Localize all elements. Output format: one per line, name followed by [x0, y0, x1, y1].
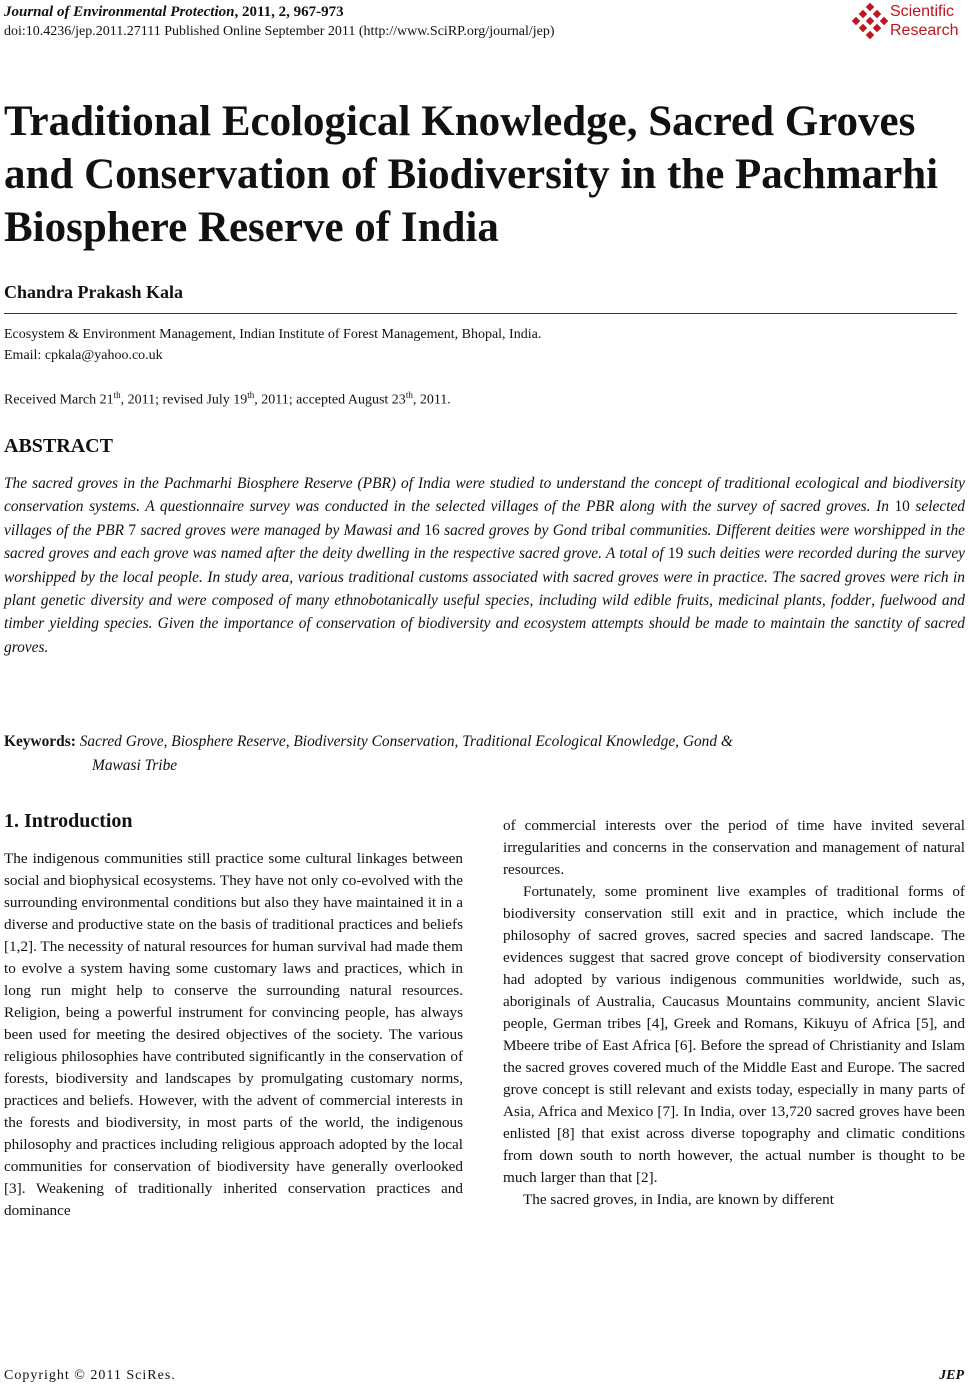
logo-line-1: Scientific — [890, 3, 955, 20]
keywords-label: Keywords — [4, 733, 71, 750]
keywords-line-2: Mawasi Tribe — [92, 756, 178, 774]
logo-line-2: Research — [890, 22, 959, 39]
abstract-segment: including wild edible fruits, medicinal plants — [538, 592, 822, 610]
ordinal-sup: th — [247, 390, 255, 400]
keyword: Biosphere Reserve — [171, 733, 286, 750]
paper-title: Traditional Ecological Knowledge, Sacred Groves and Conservation of Biodiversity in the Pachmarhi Biosphere Reserve of India — [4, 98, 939, 251]
footer-copyright: Copyright © 2011 SciRes. — [4, 1368, 176, 1383]
keyword-separator: , — [675, 733, 683, 750]
journal-name: Journal of Environmental Protection — [4, 4, 235, 20]
logo-text — [890, 2, 958, 40]
keyword-separator: , — [163, 733, 172, 750]
revised-part: , 2011; revised July 19 — [120, 392, 248, 408]
abstract-segment: PBR — [362, 475, 391, 492]
paragraph: The indigenous communities still practice some cultural linkages between social and biophysical ecosystems. They have not only co-evolved with the surrounding environmental conditions but also they have maintained it in a diverse and productive state on the basis of traditional practices and beliefs [1,2]. The necessity of natural resources for human survival had made them to evolve a system having some customary laws and practices, which in long run might help to conserve the surrounding natural resources. Religion, being a powerful instrument for convincing people, has always been used for meeting the desired objectives of the society. The various religious philosophies have contributed significantly in the conservation of forests, biodiversity and landscapes by promulgating customary norms, practices and beliefs. However, with the advent of commercial interests in the forests and biodiversity, in most parts of the world, the indigenous philosophy and practices including religious approach adopted by the local communities for conservation of biodiversity have generally overlooked [3]. Weakening of traditionally inherited conservation practices and dominance — [4, 850, 463, 1219]
author-name: Chandra Prakash Kala — [4, 282, 184, 302]
journal-volume: , 2011, 2, 967-973 — [234, 4, 344, 20]
abstract-number: 19 — [667, 545, 684, 563]
abstract-text — [4, 472, 965, 659]
abstract-comma: , — [821, 592, 831, 610]
abstract-comma: , — [529, 592, 539, 610]
publisher-logo — [852, 2, 968, 44]
keyword: Sacred Grove — [79, 733, 164, 750]
abstract-number: 7 — [128, 521, 137, 539]
body-column-left — [4, 848, 463, 1222]
abstract-comma: , — [871, 592, 881, 610]
abstract-number: 10 — [894, 498, 910, 516]
received-dates — [4, 385, 451, 411]
section-heading-introduction: 1. Introduction — [4, 810, 133, 832]
keyword: Biodiversity Conservation — [293, 733, 455, 750]
abstract-heading: ABSTRACT — [4, 435, 113, 457]
affiliation-block — [4, 324, 541, 366]
author-divider — [4, 313, 957, 314]
received-part: Received March 21 — [4, 392, 114, 408]
abstract-segment: sacred groves by Gond tribal communities. Different deities were worshipped in the sacred groves and each grove was named after the deity dwelling in the respective sacred grove. A total of — [4, 521, 965, 563]
abstract-number: 16 — [424, 521, 440, 539]
affiliation: Ecosystem & Environment Management, Indian Institute of Forest Management, Bhopal, India. — [4, 327, 542, 342]
accepted-part: , 2011; accepted August 23 — [254, 392, 406, 408]
footer-journal-abbr: JEP — [939, 1368, 964, 1383]
scirp-logo-icon — [852, 3, 888, 43]
keywords-colon: : — [70, 733, 80, 750]
year-part: , 2011. — [412, 392, 451, 408]
keyword: Gond & — [682, 733, 733, 750]
email: Email: cpkala@yahoo.co.uk — [4, 348, 163, 363]
keyword-separator: , — [454, 733, 463, 750]
paragraph: Fortunately, some prominent live examples of traditional forms of biodiversity conservation still exit and in practice, which include the philosophy of sacred groves, sacred species and sacred landscape. The evidences suggest that sacred grove concept of biodiversity conservation had adopted by various indigenous communities worldwide, such as, aboriginals of Australia, Caucasus Mountains community, ancient Slavic people, German tribes [4], Greek and Romans, Kikuyu of Africa [5], and Mbeere tribe of East Africa [6]. Before the spread of Christianity and Islam the sacred groves covered much of the Middle East and Europe. The sacred grove concept is still relevant and exists today, especially in many parts of Asia, Africa and Mexico [7]. In India, over 13,720 sacred groves have been enlisted [8] that exist across diverse topography and climatic conditions from down south to north however, the actual number is thought to be much larger than that [2]. — [503, 883, 965, 1186]
paragraph: of commercial interests over the period of time have invited several irregularities and concerns in the conservation and management of natural resources. — [503, 817, 965, 878]
keyword-separator: , — [285, 733, 294, 750]
abstract-segment: ) of India were studied to understand the concept of traditional ecological and biodiversity conservation systems. A questionnaire survey was conducted in the selected villages of the PBR along with the survey of sacred groves. In — [4, 475, 966, 516]
abstract-segment: fuelwood and timber yielding species. Given the importance of conservation of biodiversity and ecosystem attempts should be made to maintain the sanctity of sacred groves. — [4, 592, 965, 656]
ordinal-sup: th — [113, 390, 121, 400]
abstract-segment: sacred groves were managed by Mawasi and — [136, 521, 425, 539]
body-column-right — [503, 815, 965, 1211]
keyword: Traditional Ecological Knowledge — [462, 733, 676, 750]
journal-citation — [4, 3, 344, 22]
abstract-segment: such deities were recorded during the survey worshipped by the local people. In study area, various traditional customs associated with sacred groves were in practice. The sacred groves were rich in plant genetic diversity and were composed of many ethnobotanically useful species — [4, 545, 965, 610]
abstract-segment: The sacred groves in the Pachmarhi Biosphere Reserve ( — [4, 475, 363, 492]
ordinal-sup: th — [405, 390, 413, 400]
keywords-line-1 — [4, 730, 965, 754]
abstract-segment: selected villages of the PBR — [4, 498, 965, 539]
doi-line: doi:10.4236/jep.2011.27111 Published Online September 2011 (http://www.SciRP.org/journal/jep) — [4, 24, 555, 39]
abstract-segment: fodder — [830, 592, 872, 610]
paragraph: The sacred groves, in India, are known by different — [523, 1191, 834, 1208]
keywords — [4, 730, 965, 777]
